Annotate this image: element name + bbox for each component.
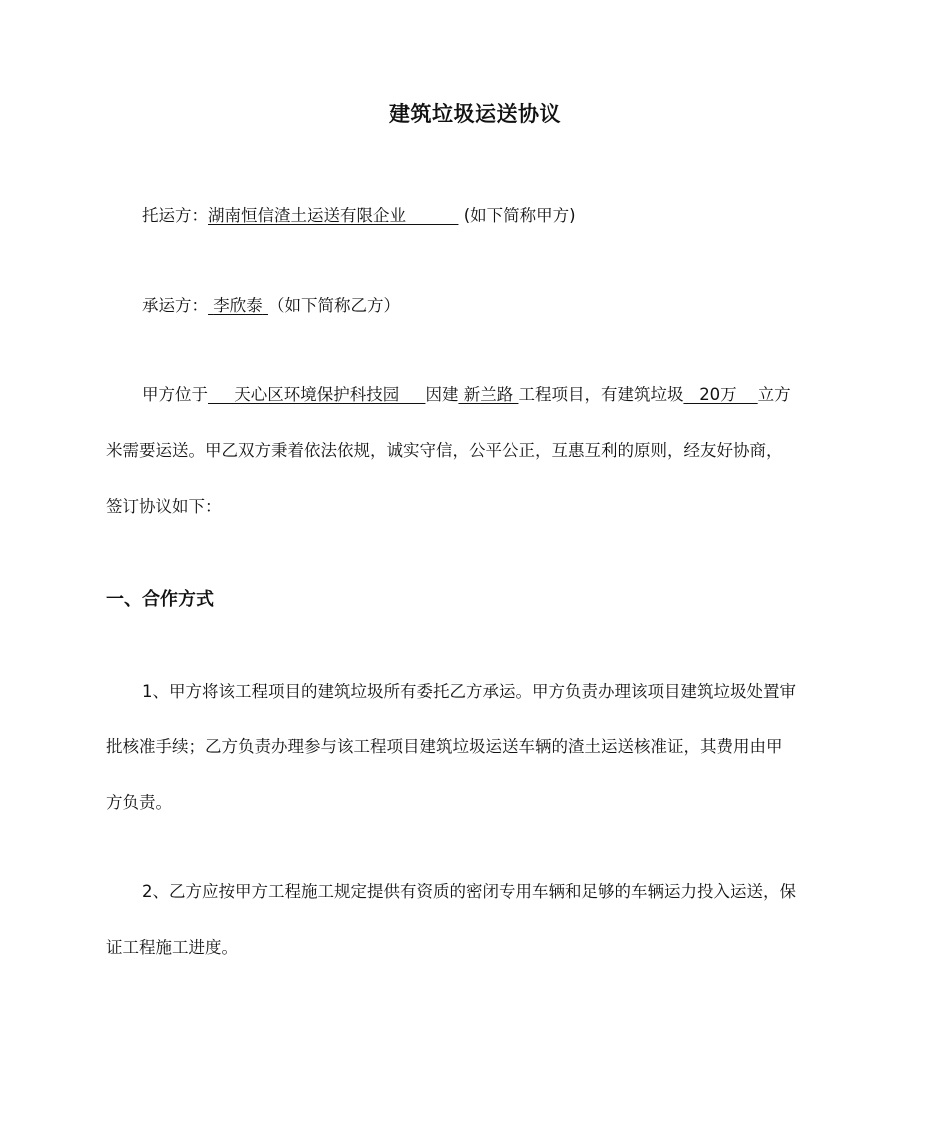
carrier-name: 李欣泰 — [213, 296, 263, 315]
shipper-name: 湖南恒信渣土运送有限企业 — [208, 206, 406, 225]
shipper-label: 托运方： — [142, 206, 208, 225]
carrier-line — [142, 294, 861, 318]
clause1-line-2: 批核准手续；乙方负责办理参与该工程项目建筑垃圾运送车辆的渣土运送核准证，其费用由甲 — [106, 737, 783, 756]
intro-line-1: 甲方位于 天心区环境保护科技园 因建 新兰路 工程项目，有建筑垃圾 20万 立方 — [142, 385, 791, 404]
project-field: 新兰路 — [458, 385, 519, 404]
document-title: 建筑垃圾运送协议 — [389, 102, 561, 126]
shipper-line — [142, 204, 861, 228]
clause2-line-2: 证工程施工进度。 — [106, 938, 238, 957]
carrier-label: 承运方： — [142, 296, 208, 315]
volume-field: 20万 — [683, 385, 758, 404]
carrier-suffix: （如下简称乙方） — [268, 296, 400, 315]
intro-line-2: 米需要运送。甲乙双方秉着依法依规，诚实守信，公平公正，互惠互利的原则，经友好协商， — [106, 441, 783, 460]
clause2-line-1: 2、乙方应按甲方工程施工规定提供有资质的密闭专用车辆和足够的车辆运力投入运送，保 — [142, 882, 796, 901]
clause1-line-3: 方负责。 — [106, 793, 172, 812]
shipper-suffix: (如下简称甲方) — [463, 206, 576, 225]
section-heading: 一、合作方式 — [106, 589, 214, 610]
clause1-line-1: 1、甲方将该工程项目的建筑垃圾所有委托乙方承运。甲方负责办理该项目建筑垃圾处置审 — [142, 682, 796, 701]
location-field: 天心区环境保护科技园 — [208, 385, 426, 404]
intro-line-3: 签订协议如下： — [106, 497, 222, 516]
